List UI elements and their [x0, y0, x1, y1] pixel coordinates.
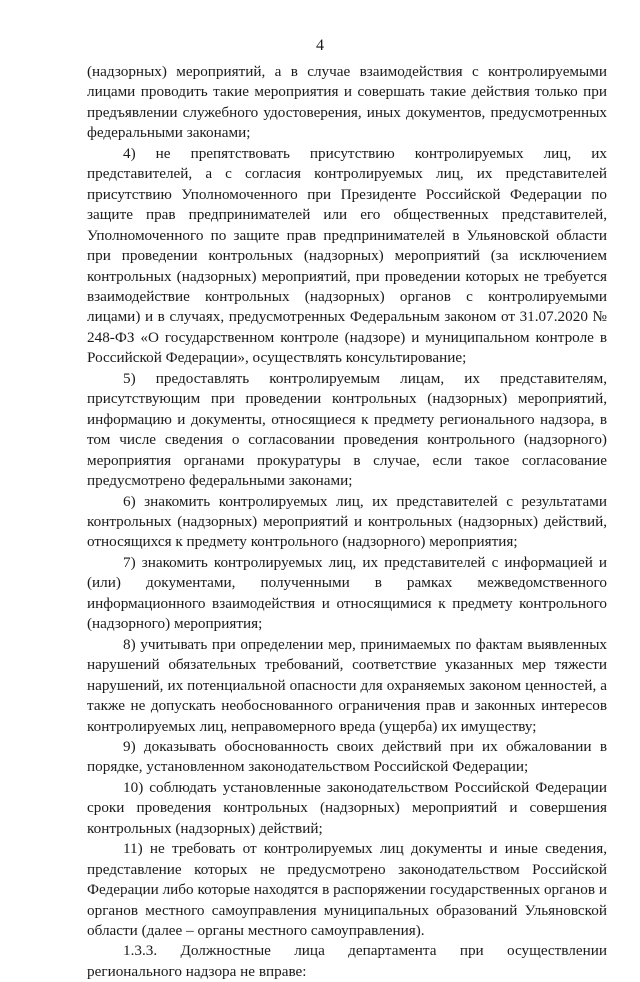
page-number: 4 — [316, 37, 324, 54]
paragraph-item-10: 10) соблюдать установленные законодательством Российской Федерации сроки проведения контрольных (надзорных) мероприятий и совершения контрольных (надзорных) действий; — [87, 778, 607, 837]
document-body — [87, 62, 607, 982]
paragraph-item-8: 8) учитывать при определении мер, принимаемых по фактам выявленных нарушений обязательных требований, соответствие указанных мер тяжести нарушений, их потенциальной опасности для охраняемых законом ценностей, а также не допускать необоснованного ограничения прав и законных интересов контролируемых лиц, неправомерного вреда (ущерба) их имуществу; — [87, 635, 607, 735]
paragraph-item-9: 9) доказывать обоснованность своих действий при их обжаловании в порядке, установленном законодательством Российской Федерации; — [87, 737, 607, 776]
paragraph-item-5: 5) предоставлять контролируемым лицам, их представителям, присутствующим при проведении контрольных (надзорных) мероприятий, информацию и документы, относящиеся к предмету регионального надзора, в том числе сведения о согласовании проведения контрольного (надзорного) мероприятия органами прокуратуры в случае, если такое согласование предусмотрено федеральными законами; — [87, 369, 607, 490]
paragraph-continuation: (надзорных) мероприятий, а в случае взаимодействия с контролируемыми лицами проводить такие мероприятия и совершать такие действия только при предъявлении служебного удостоверения, иных документов, предусмотренных федеральными законами; — [87, 63, 607, 142]
paragraph-item-4: 4) не препятствовать присутствию контролируемых лиц, их представителей, а с согласия контролируемых лиц, их представителей присутствию Уполномоченного при Президенте Российской Федерации по защите прав предпринимателей или его общественных представителей, Уполномоченного по защите прав предпринимателей в Ульяновской области при проведении контрольных (надзорных) мероприятий (за исключением контрольных (надзорных) мероприятий, при проведении которых не требуется взаимодействие контрольных (надзорных) органов с контролируемыми лицами) и в случаях, предусмотренных Федеральным законом от 31.07.2020 № 248-ФЗ «О государственном контроле (надзоре) и муниципальном контроле в Российской Федерации», осуществлять консультирование; — [87, 144, 607, 367]
paragraph-section-1-3-3: 1.3.3. Должностные лица департамента при осуществлении регионального надзора не вправе: — [87, 942, 607, 980]
paragraph-item-11: 11) не требовать от контролируемых лиц документы и иные сведения, представление которых не предусмотрено законодательством Российской Федерации либо которые находятся в распоряжении государственных органов и органов местного самоуправления муниципальных образований Ульяновской области (далее – органы местного самоуправления). — [87, 840, 607, 940]
paragraph-item-7: 7) знакомить контролируемых лиц, их представителей с информацией и (или) документами, полученными в рамках межведомственного информационного взаимодействия и относящимися к предмету контрольного (надзорного) мероприятия; — [87, 553, 607, 633]
paragraph-item-6: 6) знакомить контролируемых лиц, их представителей с результатами контрольных (надзорных) мероприятий и контрольных (надзорных) действий, относящихся к предмету контрольного (надзорного) мероприятия; — [87, 492, 607, 551]
